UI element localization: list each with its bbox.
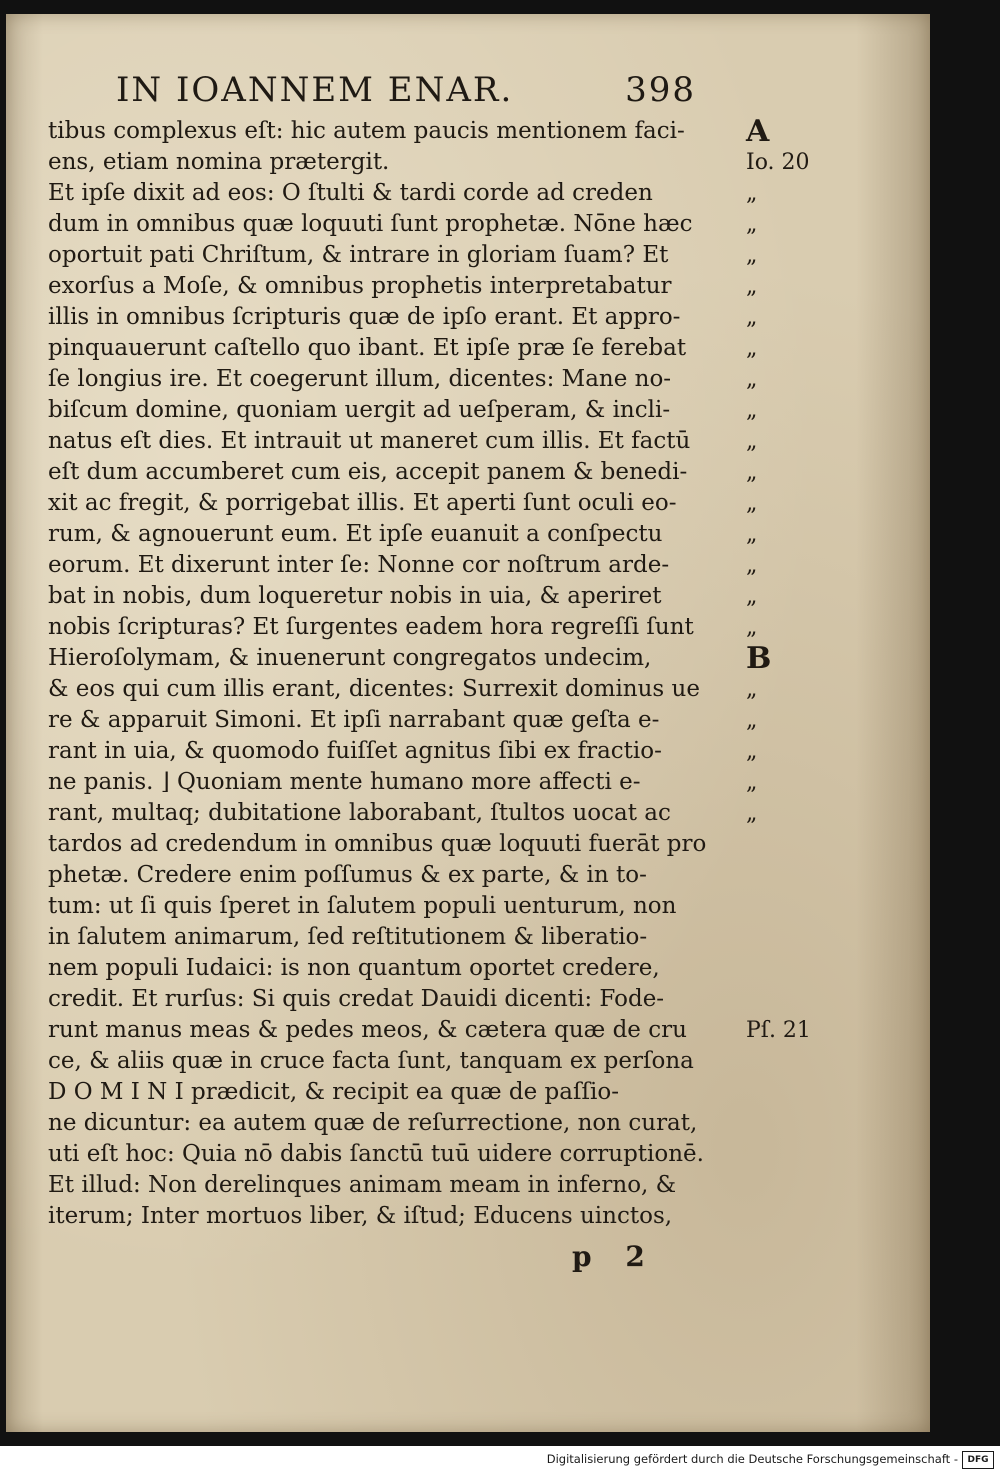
margin-note: „ [746, 708, 758, 733]
text-line: ſe longius ire. Et coegerunt illum, dicentes: Mane no- [48, 366, 672, 392]
margin-note: „ [746, 739, 758, 764]
margin-note [746, 860, 836, 891]
text-line: re & apparuit Simoni. Et ipſi narrabant quæ geſta e- [48, 707, 660, 733]
margin-note: „ [746, 212, 758, 237]
text-line: eorum. Et dixerunt inter ſe: Nonne cor noſtrum arde- [48, 552, 670, 578]
margin-note: „ [746, 243, 758, 268]
margin-note [746, 953, 836, 984]
text-line: tum: ut ſi quis ſperet in ſalutem populi uenturum, non [48, 893, 677, 919]
margin-note: „ [746, 615, 758, 640]
margin-note: „ [746, 491, 758, 516]
text-line: iterum; Inter mortuos liber, & iſtud; Educens uinctos, [48, 1203, 673, 1229]
text-line: Et ipſe dixit ad eos: O ſtulti & tardi corde ad creden [48, 180, 653, 206]
text-line: tardos ad credendum in omnibus quæ loquuti fuerāt pro [48, 831, 707, 857]
text-line: rant in uia, & quomodo fuiſſet agnitus ſibi ex fractio- [48, 738, 662, 764]
margin-note: „ [746, 677, 758, 702]
text-line: illis in omnibus ſcripturis quæ de ipſo erant. Et appro- [48, 304, 681, 330]
margin-note: „ [746, 367, 758, 392]
margin-note: „ [746, 460, 758, 485]
margin-note: „ [746, 584, 758, 609]
margin-note: B [746, 641, 772, 676]
signature-mark: p 2 [572, 1240, 657, 1273]
text-line: credit. Et rurſus: Si quis credat Dauidi dicenti: Fode- [48, 986, 665, 1012]
main-text-block [48, 116, 740, 1232]
text-line: ce, & aliis quæ in cruce facta ſunt, tanquam ex perſona [48, 1048, 694, 1074]
text-line: ne dicuntur: ea autem quæ de reſurrectione, non curat, [48, 1110, 698, 1136]
margin-note: „ [746, 553, 758, 578]
text-line: D O M I N I prædicit, & recipit ea quæ de paſſio- [48, 1079, 619, 1105]
margin-note [746, 891, 836, 922]
text-line: runt manus meas & pedes meos, & cætera quæ de cru [48, 1017, 687, 1043]
text-line: nem populi Iudaici: is non quantum oportet credere, [48, 955, 660, 981]
text-line: tibus complexus eſt: hic autem paucis mentionem faci- [48, 118, 685, 144]
text-line: uti eſt hoc: Quia nō dabis ſanctū tuū uidere corruptionē. [48, 1141, 704, 1167]
margin-note: Io. 20 [746, 150, 810, 175]
text-line: bat in nobis, dum loqueretur nobis in uia, & aperiret [48, 583, 662, 609]
text-line: in ſalutem animarum, ſed reſtitutionem & liberatio- [48, 924, 648, 950]
margin-note: „ [746, 801, 758, 826]
text-line: Hieroſolymam, & inuenerunt congregatos undecim, [48, 645, 652, 671]
margin-note [746, 922, 836, 953]
text-line: nobis ſcripturas? Et ſurgentes eadem hora regreſſi ſunt [48, 614, 694, 640]
margin-note: „ [746, 274, 758, 299]
text-line: rant, multaq; dubitatione laborabant, ſtultos uocat ac [48, 800, 671, 826]
margin-notes [746, 116, 836, 1046]
digitization-footer [0, 1446, 1000, 1474]
text-line: oportuit pati Chriſtum, & intrare in gloriam ſuam? Et [48, 242, 669, 268]
folio-number: 398 [625, 70, 696, 110]
text-line: biſcum domine, quoniam uergit ad ueſperam, & incli- [48, 397, 671, 423]
text-line: ens, etiam nomina prætergit. [48, 149, 390, 175]
margin-note: A [746, 114, 770, 149]
running-title: IN IOANNEM ENAR. [116, 70, 514, 110]
margin-note: Pſ. 21 [746, 1018, 811, 1043]
margin-note: „ [746, 770, 758, 795]
margin-note: „ [746, 336, 758, 361]
margin-note: „ [746, 522, 758, 547]
margin-note [746, 829, 836, 860]
margin-note [746, 984, 836, 1015]
text-line: eſt dum accumberet cum eis, accepit panem & benedi- [48, 459, 688, 485]
text-line: dum in omnibus quæ loquuti ſunt prophetæ. Nōne hæc [48, 211, 693, 237]
margin-note: „ [746, 398, 758, 423]
text-line: ne panis. ⌋ Quoniam mente humano more affecti e- [48, 769, 641, 795]
text-line: & eos qui cum illis erant, dicentes: Surrexit dominus ue [48, 676, 700, 702]
page-header [116, 70, 696, 116]
margin-note: „ [746, 181, 758, 206]
text-line: rum, & agnouerunt eum. Et ipſe euanuit a conſpectu [48, 521, 663, 547]
margin-note: „ [746, 305, 758, 330]
text-line: exorſus a Moſe, & omnibus prophetis interpretabatur [48, 273, 672, 299]
text-line: natus eſt dies. Et intrauit ut maneret cum illis. Et factū [48, 428, 691, 454]
book-page [6, 14, 930, 1432]
dfg-logo: DFG [962, 1451, 994, 1469]
margin-note: „ [746, 429, 758, 454]
text-line: phetæ. Credere enim poſſumus & ex parte, & in to- [48, 862, 647, 888]
text-line: pinquauerunt caſtello quo ibant. Et ipſe præ ſe ferebat [48, 335, 687, 361]
text-line: Et illud: Non derelinques animam meam in inferno, & [48, 1172, 677, 1198]
text-line: xit ac fregit, & porrigebat illis. Et aperti ſunt oculi eo- [48, 490, 677, 516]
funding-credit: Digitalisierung gefördert durch die Deutsche Forschungsgemeinschaft - [546, 1452, 958, 1466]
